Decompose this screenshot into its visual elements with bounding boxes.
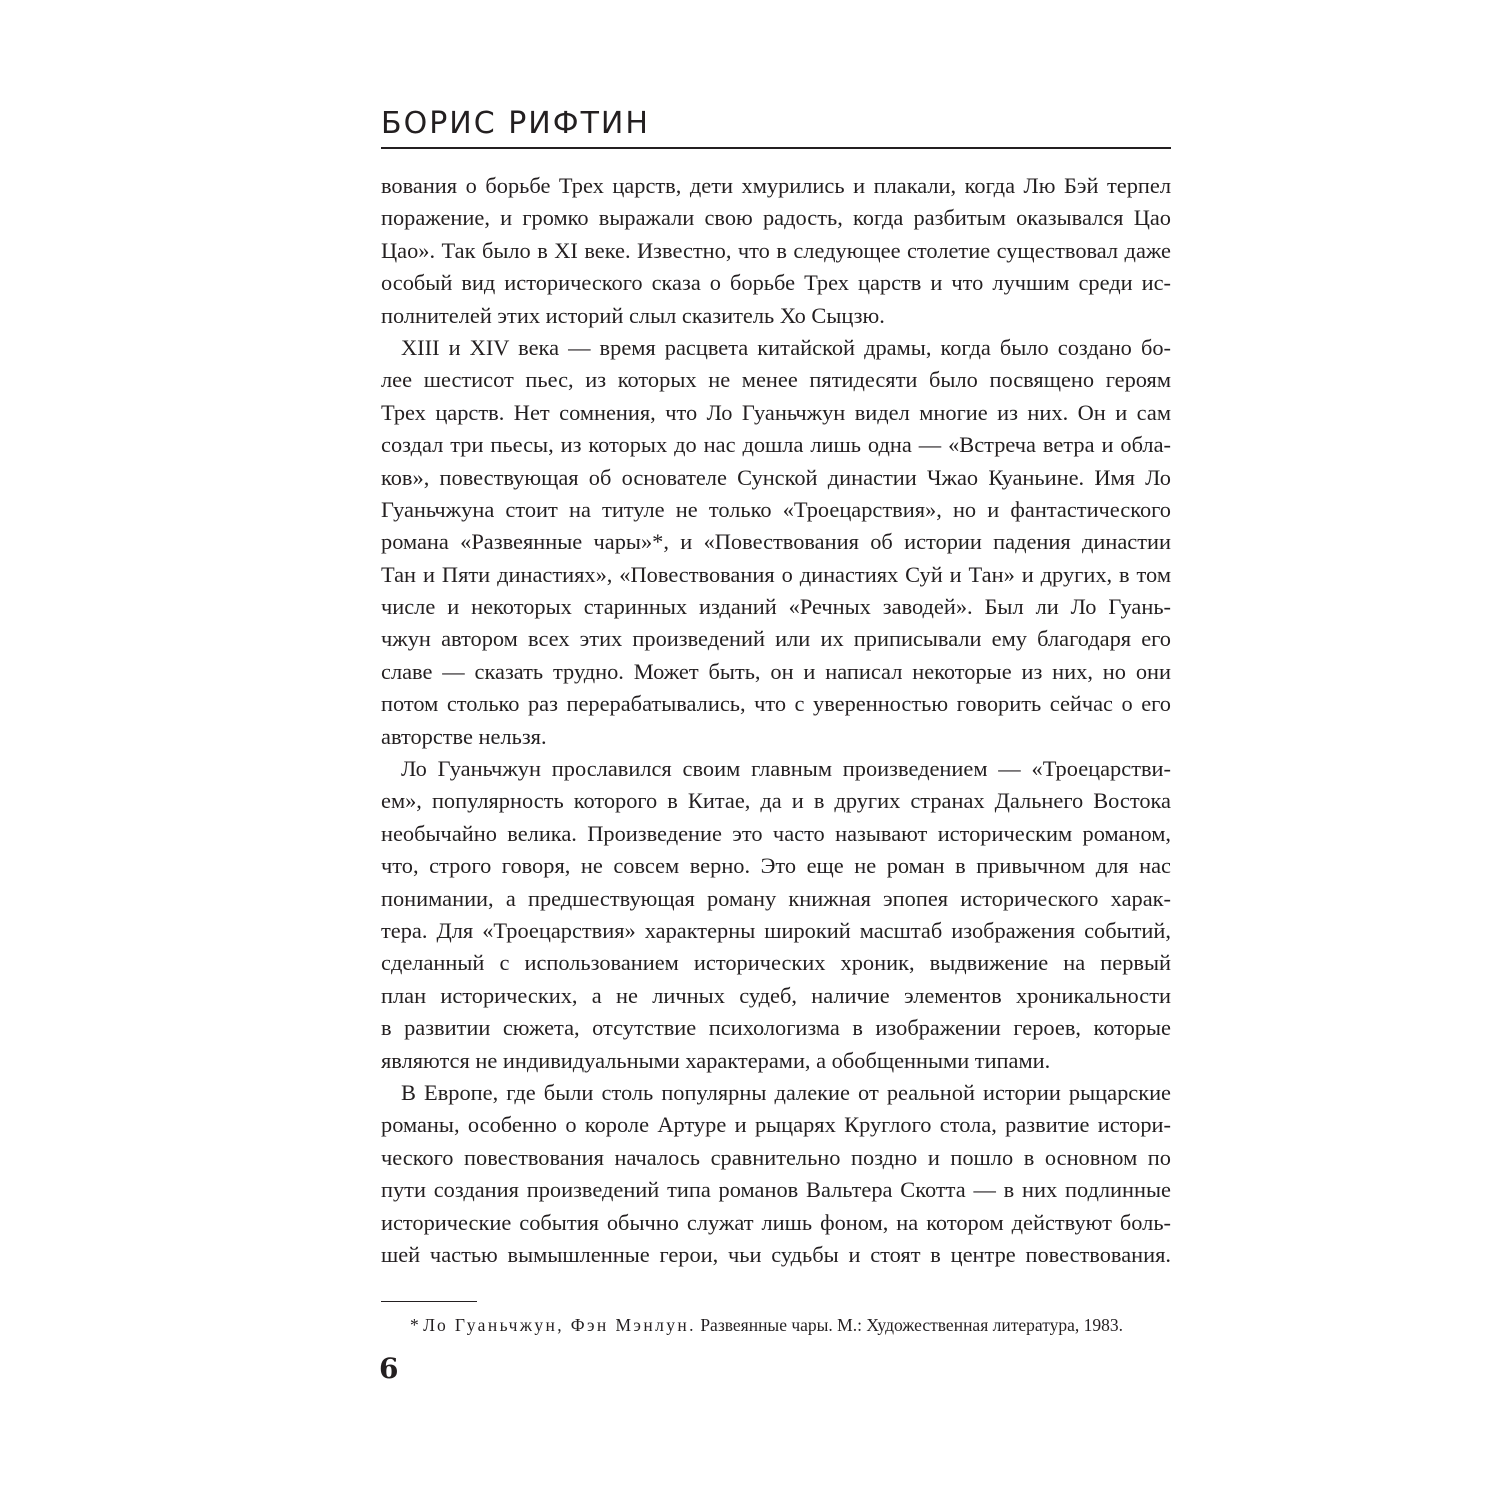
text-line: числе и некоторых старинных изданий «Речных заводей». Был ли Ло Гуань- [381, 594, 1171, 620]
text-line: Гуаньчжуна стоит на титуле не только «Троецарствия», но и фантастического [381, 496, 1171, 522]
paragraph [381, 332, 1171, 753]
text-line: поражение, и громко выражали свою радость, когда разбитым оказывался Цао [381, 205, 1171, 231]
footnote [410, 1312, 1172, 1338]
text-line: славе — сказать трудно. Может быть, он и написал некоторые из них, но они [381, 658, 1171, 684]
text-line: В Европе, где были столь популярны далекие от реальной истории рыцарские [401, 1079, 1171, 1105]
text-line: Трех царств. Нет сомнения, что Ло Гуаньчжун видел многие из них. Он и сам [381, 399, 1171, 425]
text-line: пути создания произведений типа романов Вальтера Скотта — в них подлинные [381, 1177, 1171, 1203]
footnote-citation: Развеянные чары. М.: Художественная литература, 1983. [700, 1315, 1124, 1335]
text-line: Тан и Пяти династиях», «Повествования о династиях Суй и Тан» и других, в том [381, 561, 1171, 587]
text-line: романа «Развеянные чары»*, и «Повествования об истории падения династии [381, 529, 1171, 555]
header-rule [381, 147, 1171, 149]
text-line: ем», популярность которого в Китае, да и в других странах Дальнего Востока [381, 788, 1171, 814]
text-line: тера. Для «Троецарствия» характерны широкий масштаб изображения событий, [381, 917, 1171, 943]
text-line: особый вид исторического сказа о борьбе Трех царств и что лучшим среди ис- [381, 270, 1171, 296]
paragraph [381, 1077, 1171, 1271]
page-number: 6 [379, 1352, 399, 1385]
text-line: Ло Гуаньчжун прославился своим главным произведением — «Троецарстви- [401, 756, 1171, 782]
text-line: XIII и XIV века — время расцвета китайской драмы, когда было создано бо- [401, 334, 1171, 360]
footnote-authors: Ло Гуаньчжун, Фэн Мэнлун. [423, 1315, 696, 1335]
text-line: лее шестисот пьес, из которых не менее пятидесяти было посвящено героям [381, 367, 1171, 393]
text-line: ков», повествующая об основателе Сунской династии Чжао Куаньине. Имя Ло [381, 464, 1171, 490]
text-line: вования о борьбе Трех царств, дети хмурились и плакали, когда Лю Бэй терпел [381, 173, 1171, 198]
footnote-rule [381, 1301, 477, 1302]
text-line: что, строго говоря, не совсем верно. Это еще не роман в привычном для нас [381, 853, 1171, 879]
text-line: создал три пьесы, из которых до нас дошла лишь одна — «Встреча ветра и обла- [381, 432, 1171, 458]
text-line: план исторических, а не личных судеб, наличие элементов хроникальности [381, 982, 1171, 1008]
text-line: ческого повествования началось сравнительно поздно и пошло в основном по [381, 1144, 1171, 1170]
text-line: шей частью вымышленные герои, чьи судьбы и стоят в центре повествования. [381, 1241, 1171, 1267]
text-line: романы, особенно о короле Артуре и рыцарях Круглого стола, развитие истори- [381, 1112, 1171, 1138]
text-line: Цао». Так было в XI веке. Известно, что в следующее столетие существовал даже [381, 237, 1171, 263]
text-line: необычайно велика. Произведение это часто называют историческим романом, [381, 820, 1171, 846]
text-line: полнителей этих историй слыл сказитель Хо Сыцзю. [381, 302, 885, 328]
text-line: понимании, а предшествующая роману книжная эпопея исторического харак- [381, 885, 1171, 911]
footnote-marker: * [410, 1315, 419, 1335]
text-line: потом столько раз перерабатывались, что с уверенностью говорить сейчас о его [381, 691, 1171, 717]
paragraph [381, 753, 1171, 1077]
running-title: БОРИС РИФТИН [381, 106, 650, 141]
paragraph [381, 170, 1171, 332]
text-line: сделанный с использованием исторических хроник, выдвижение на первый [381, 950, 1171, 976]
text-line: являются не индивидуальными характерами, а обобщенными типами. [381, 1047, 1051, 1073]
text-line: авторстве нельзя. [381, 723, 547, 749]
body-text [381, 170, 1171, 1271]
text-line: исторические события обычно служат лишь фоном, на котором действуют боль- [381, 1209, 1171, 1235]
text-line: в развитии сюжета, отсутствие психологизма в изображении героев, которые [381, 1015, 1171, 1041]
text-line: чжун автором всех этих произведений или их приписывали ему благодаря его [381, 626, 1171, 652]
